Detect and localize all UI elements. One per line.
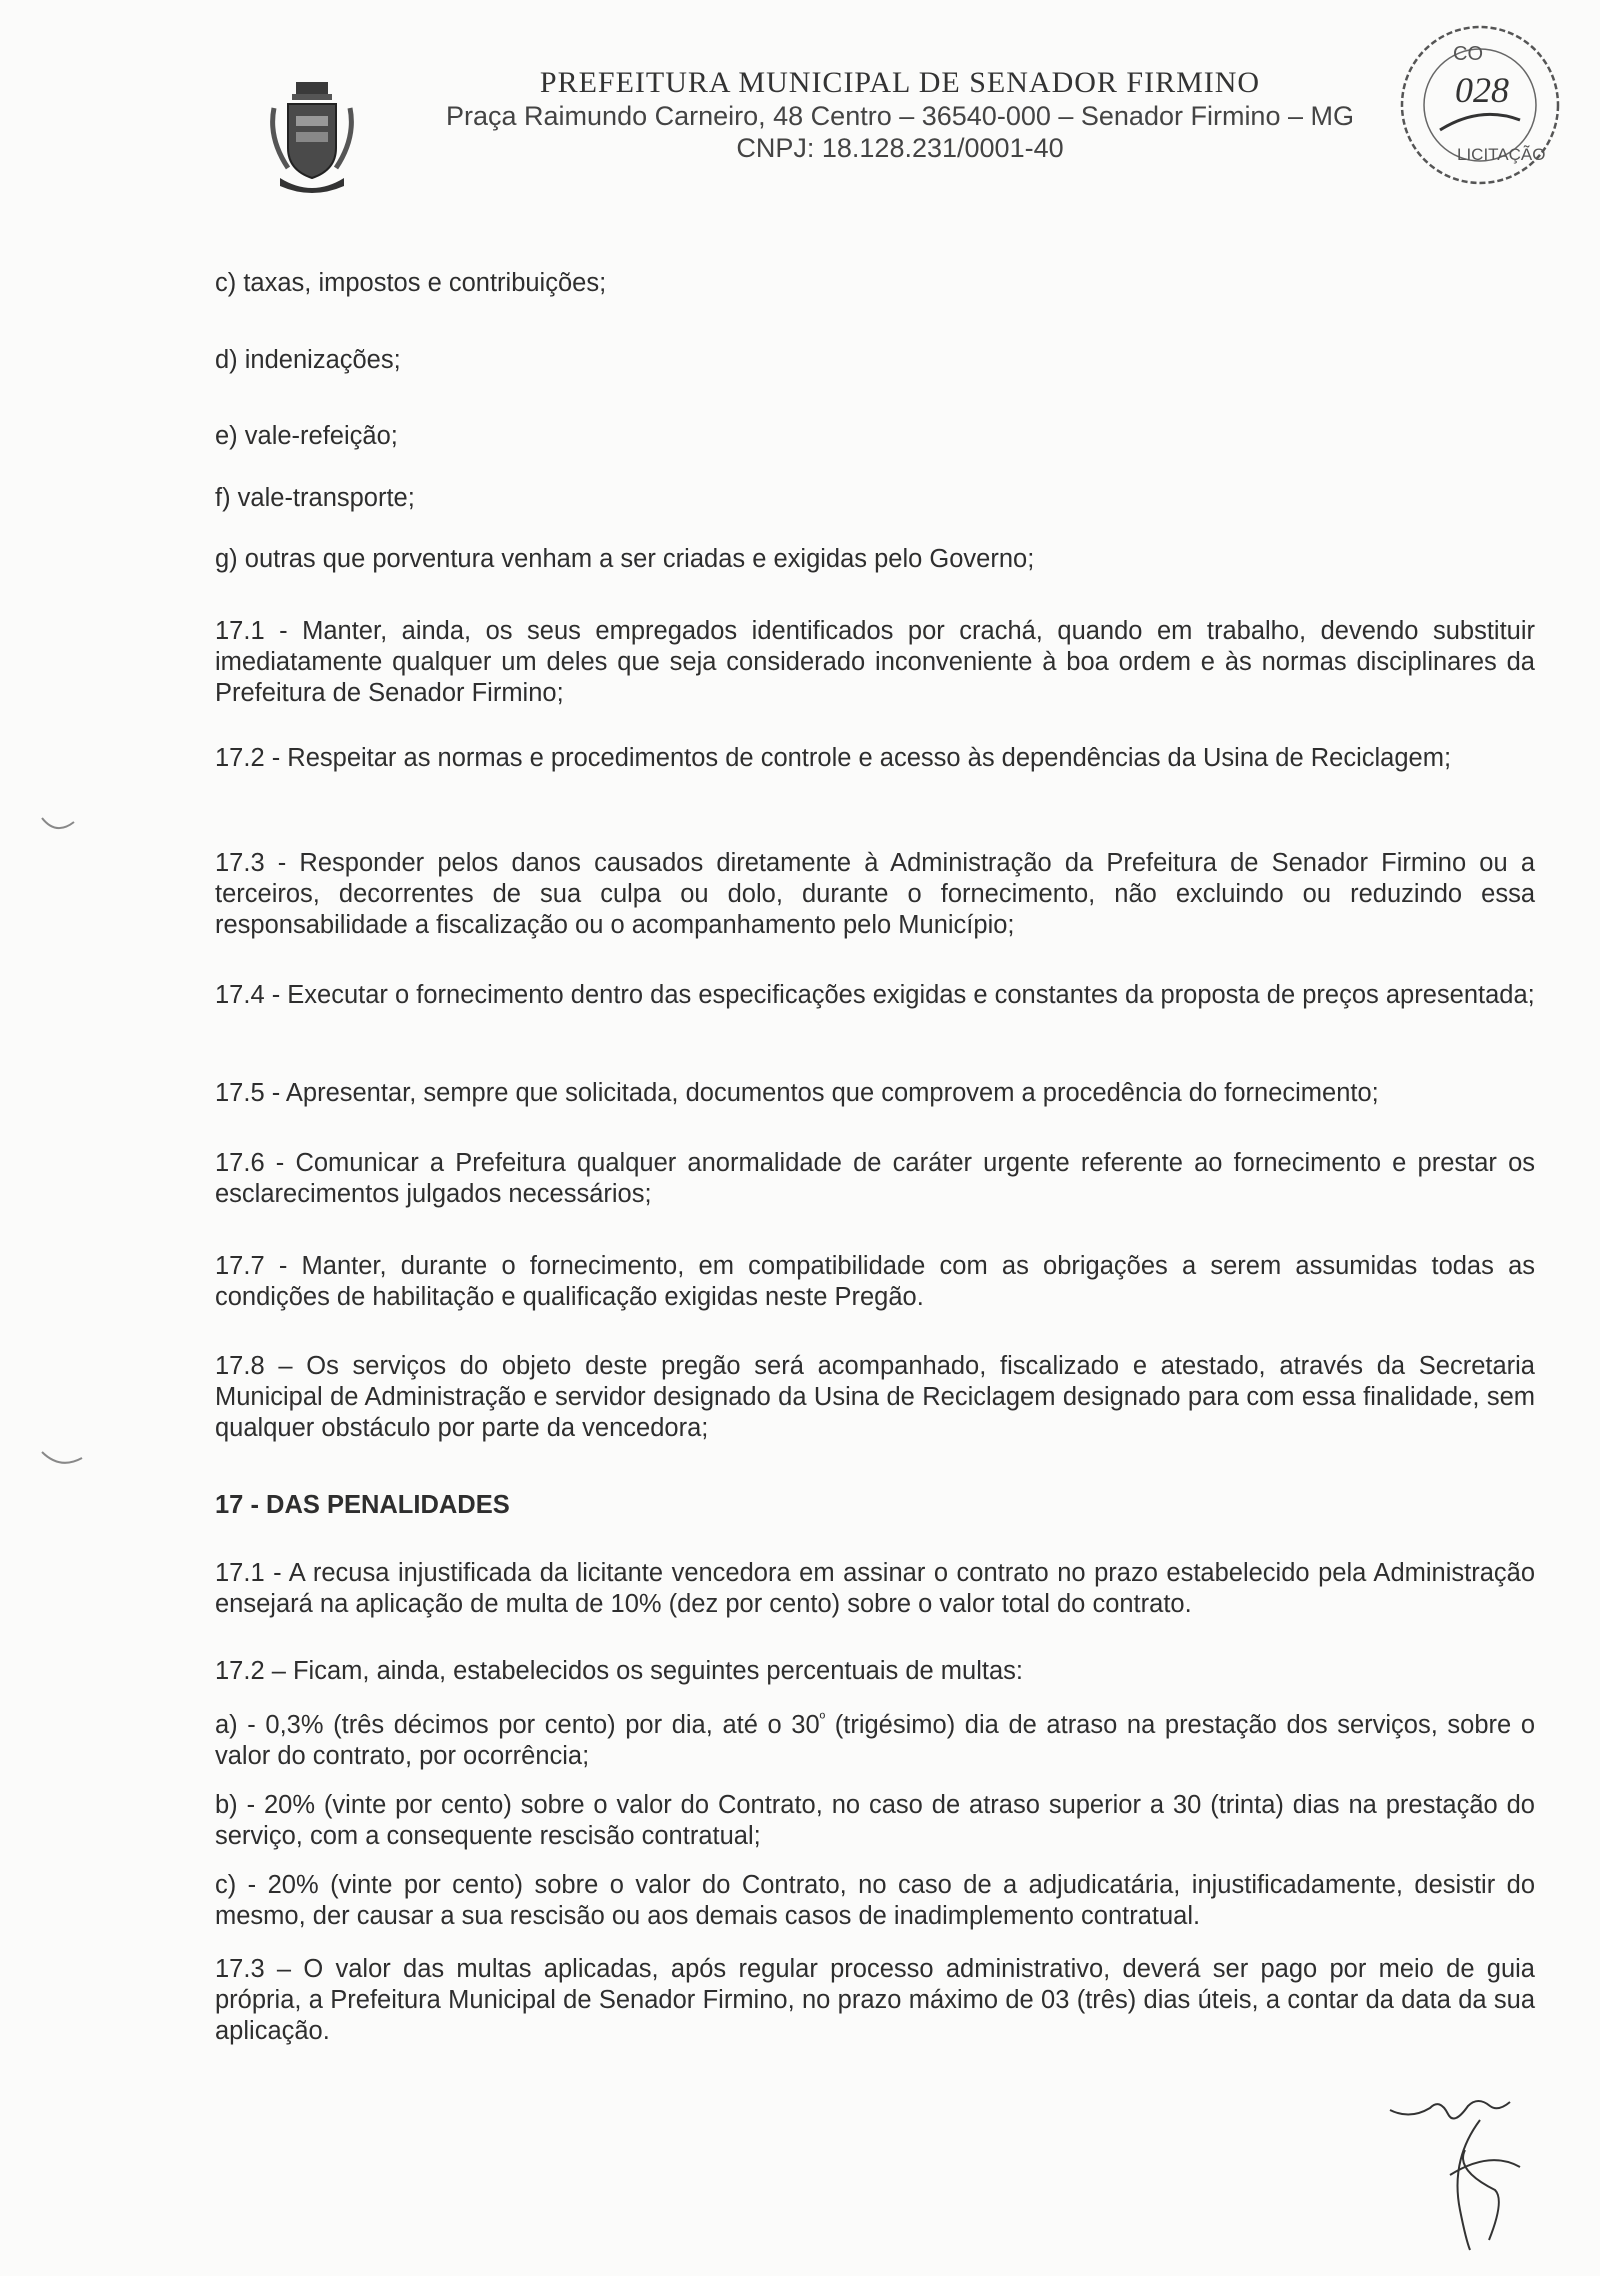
letterhead-cnpj: CNPJ: 18.128.231/0001-40 — [736, 133, 1064, 163]
penalty-17-1: 17.1 - A recusa injustificada da licitante vencedora em assinar o contrato no prazo estabelecido pela Administração ensejará na aplicação de multa de 10% (dez por cento) sobre o valor total do contrato. — [215, 1559, 1535, 1618]
list-item-g: g) outras que porventura venham a ser criadas e exigidas pelo Governo; — [215, 545, 1035, 573]
margin-mark-icon — [38, 1446, 88, 1476]
section-heading: 17 - DAS PENALIDADES — [215, 1491, 510, 1519]
penalty-a: a) - 0,3% (três décimos por cento) por dia, até o $30^º$ (trigésimo) dia de atraso na prestação dos serviços, sobre o valor do contrato, por ocorrência; — [215, 1710, 1536, 1770]
clause-17-5: 17.5 - Apresentar, sempre que solicitada, documentos que comprovem a procedência do fornecimento; — [215, 1079, 1379, 1107]
seal-stamp-icon — [1395, 20, 1565, 190]
penalty-b: b) - 20% (vinte por cento) sobre o valor do Contrato, no caso de atraso superior a 30 (trinta) dias na prestação do serviço, com a consequente rescisão contratual; — [215, 1791, 1535, 1850]
stamp-bottom-text: LICITAÇÃO — [1457, 145, 1546, 164]
list-item-f: f) vale-transporte; — [215, 484, 415, 512]
list-item-c: c) taxas, impostos e contribuições; — [215, 269, 607, 297]
clause-17-4: 17.4 - Executar o fornecimento dentro das especificações exigidas e constantes da proposta de preços apresentada; — [215, 981, 1535, 1009]
clause-17-6: 17.6 - Comunicar a Prefeitura qualquer anormalidade de caráter urgente referente ao fornecimento e prestar os esclarecimentos julgados necessários; — [215, 1149, 1535, 1208]
clause-17-2: 17.2 - Respeitar as normas e procedimentos de controle e acesso às dependências da Usina de Reciclagem; — [215, 744, 1452, 772]
letterhead-address: Praça Raimundo Carneiro, 48 Centro – 36540-000 – Senador Firmino – MG — [446, 101, 1354, 131]
handwritten-signature-icon — [1380, 2080, 1550, 2260]
letterhead — [400, 66, 1400, 164]
letterhead-title: PREFEITURA MUNICIPAL DE SENADOR FIRMINO — [539, 66, 1261, 99]
stamp-number: 028 — [1455, 70, 1509, 110]
coat-of-arms-icon — [266, 78, 358, 196]
margin-mark-icon — [38, 812, 78, 842]
clause-17-1: 17.1 - Manter, ainda, os seus empregados identificados por crachá, quando em trabalho, devendo substituir imediatamente qualquer um deles que seja considerado inconveniente à boa ordem e às normas disciplinares da Prefeitura de Senador Firmino; — [215, 617, 1535, 707]
penalty-17-2: 17.2 – Ficam, ainda, estabelecidos os seguintes percentuais de multas: — [215, 1657, 1023, 1685]
clause-17-7: 17.7 - Manter, durante o fornecimento, em compatibilidade com as obrigações a serem assumidas todas as condições de habilitação e qualificação exigidas neste Pregão. — [215, 1252, 1535, 1311]
penalty-17-3: 17.3 – O valor das multas aplicadas, após regular processo administrativo, deverá ser pago por meio de guia própria, a Prefeitura Municipal de Senador Firmino, no prazo máximo de 03 (três) dias úteis, a contar da data da sua aplicação. — [215, 1955, 1535, 2045]
clause-17-3: 17.3 - Responder pelos danos causados diretamente à Administração da Prefeitura de Senador Firmino ou a terceiros, decorrentes de sua culpa ou dolo, durante o fornecimento, não excluindo ou reduzindo essa responsabilidade a fiscalização ou o acompanhamento pelo Município; — [215, 849, 1535, 939]
stamp-top-text: CO — [1453, 43, 1483, 65]
list-item-e: e) vale-refeição; — [215, 422, 398, 450]
list-item-d: d) indenizações; — [215, 346, 401, 374]
penalty-c: c) - 20% (vinte por cento) sobre o valor do Contrato, no caso de a adjudicatária, injustificadamente, desistir do mesmo, der causar a sua rescisão ou aos demais casos de inadimplemento contratual. — [215, 1871, 1535, 1930]
clause-17-8: 17.8 – Os serviços do objeto deste pregão será acompanhado, fiscalizado e atestado, através da Secretaria Municipal de Administração e servidor designado da Usina de Reciclagem designado para com essa finalidade, sem qualquer obstáculo por parte da vencedora; — [215, 1352, 1535, 1442]
